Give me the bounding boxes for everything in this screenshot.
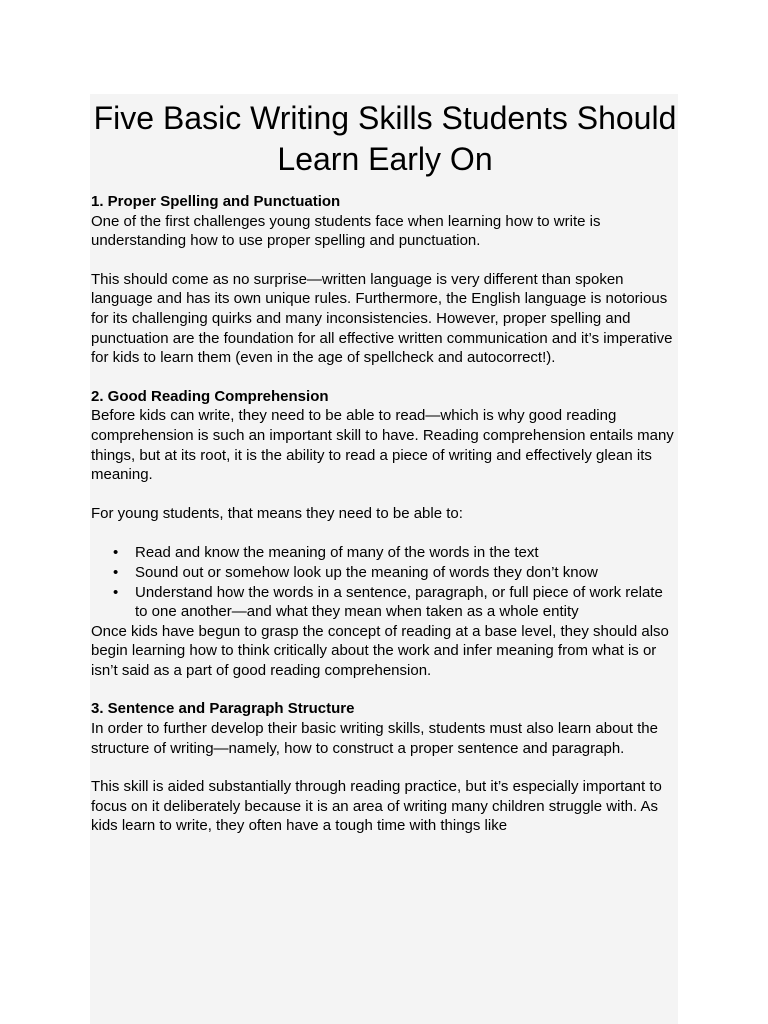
document-content xyxy=(91,94,678,836)
section-spelling xyxy=(91,192,678,368)
bullet-list xyxy=(91,543,678,621)
paragraph: One of the first challenges young students face when learning how to write is understanding how to use proper spelling and punctuation. xyxy=(91,212,601,250)
document-title: Five Basic Writing Skills Students Should Learn Early On xyxy=(93,100,677,177)
list-item: • Read and know the meaning of many of the words in the text xyxy=(135,543,678,563)
section-reading-comprehension xyxy=(91,387,678,681)
list-item: • Sound out or somehow look up the meaning of words they don’t know xyxy=(135,563,678,583)
paragraph: In order to further develop their basic writing skills, students must also learn about the structure of writing—namely, how to construct a proper sentence and paragraph. xyxy=(91,720,658,757)
paragraph: This skill is aided substantially through reading practice, but it’s especially important to focus on it deliberately because it is an area of writing many children struggle with. As kids learn to write, they often have a tough time with things like xyxy=(91,778,662,835)
section-heading: 1. Proper Spelling and Punctuation xyxy=(91,193,341,210)
section-heading: 3. Sentence and Paragraph Structure xyxy=(91,700,355,718)
document-page xyxy=(90,94,678,1024)
paragraph: Once kids have begun to grasp the concept of reading at a base level, they should also begin learning how to think critically about the work and infer meaning from what is or isn’t said as a part of good reading comprehension. xyxy=(91,622,669,679)
paragraph: This should come as no surprise—written language is very different than spoken language and has its own unique rules. Furthermore, the English language is notorious for its challenging quirks and many inconsistencies. However, proper spelling and punctuation are the foundation for all effective written communication and it’s imperative for kids to learn them (even in the age of spellcheck and autocorrect!). xyxy=(91,270,673,367)
paragraph: For young students, that means they need to be able to: xyxy=(91,504,463,522)
paragraph: Before kids can write, they need to be able to read—which is why good reading comprehension is such an important skill to have. Reading comprehension entails many things, but at its root, it is the ability to read a piece of writing and effectively glean its meaning. xyxy=(91,407,674,484)
section-sentence-structure xyxy=(91,699,678,836)
list-item: • Understand how the words in a sentence, paragraph, or full piece of work relate to one another—and what they mean when taken as a whole entity xyxy=(135,583,678,622)
section-heading: 2. Good Reading Comprehension xyxy=(91,387,329,405)
